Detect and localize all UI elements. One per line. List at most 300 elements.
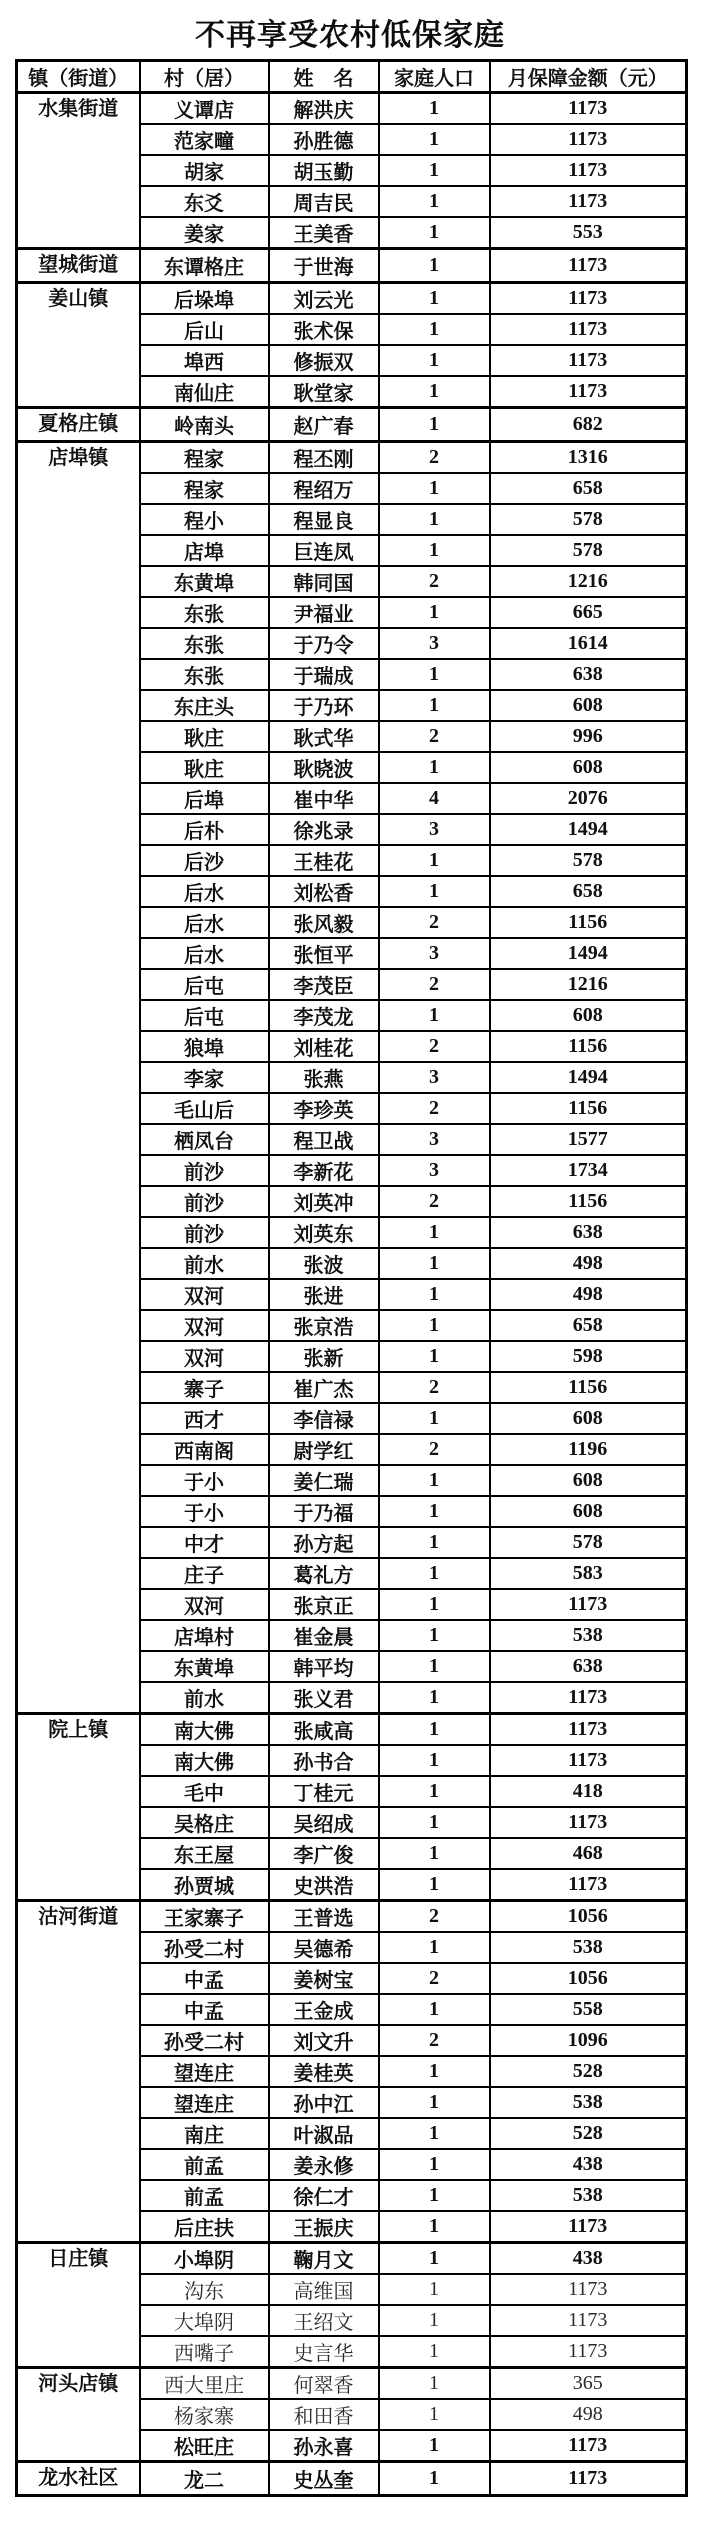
village-cell: 西南阁: [140, 1434, 269, 1465]
population-cell: 3: [379, 938, 490, 969]
village-cell: 寨子: [140, 1372, 269, 1403]
village-cell: 店埠村: [140, 1620, 269, 1651]
name-cell: 张咸高: [269, 1714, 379, 1746]
amount-cell: 528: [490, 2056, 687, 2087]
population-cell: 1: [379, 1714, 490, 1746]
amount-cell: 1173: [490, 1869, 687, 1901]
population-cell: 1: [379, 1807, 490, 1838]
name-cell: 尉学红: [269, 1434, 379, 1465]
village-cell: 西才: [140, 1403, 269, 1434]
village-cell: 南仙庄: [140, 376, 269, 408]
population-cell: 1: [379, 2462, 490, 2496]
population-cell: 1: [379, 93, 490, 125]
village-cell: 王家寨子: [140, 1901, 269, 1933]
name-cell: 于瑞成: [269, 659, 379, 690]
amount-cell: 498: [490, 2399, 687, 2430]
amount-cell: 1056: [490, 1963, 687, 1994]
name-cell: 程卫战: [269, 1124, 379, 1155]
name-cell: 李新花: [269, 1155, 379, 1186]
amount-cell: 1494: [490, 1062, 687, 1093]
amount-cell: 1173: [490, 124, 687, 155]
name-cell: 王振庆: [269, 2211, 379, 2243]
name-cell: 刘桂花: [269, 1031, 379, 1062]
name-cell: 李珍英: [269, 1093, 379, 1124]
amount-cell: 1156: [490, 1093, 687, 1124]
name-cell: 张燕: [269, 1062, 379, 1093]
village-cell: 前水: [140, 1682, 269, 1714]
name-cell: 耿堂家: [269, 376, 379, 408]
population-cell: 1: [379, 2430, 490, 2462]
amount-cell: 1173: [490, 2336, 687, 2368]
amount-cell: 1173: [490, 2274, 687, 2305]
table-row: [17, 283, 687, 315]
population-cell: 1: [379, 2056, 490, 2087]
population-cell: 1: [379, 1869, 490, 1901]
town-cell: 日庄镇: [17, 2243, 140, 2368]
name-cell: 刘英东: [269, 1217, 379, 1248]
population-cell: 1: [379, 1403, 490, 1434]
name-cell: 张波: [269, 1248, 379, 1279]
amount-cell: 608: [490, 1496, 687, 1527]
name-cell: 修振双: [269, 345, 379, 376]
population-cell: 1: [379, 1838, 490, 1869]
population-cell: 2: [379, 1372, 490, 1403]
population-cell: 1: [379, 1651, 490, 1682]
village-cell: 后水: [140, 938, 269, 969]
village-cell: 望连庄: [140, 2087, 269, 2118]
population-cell: 1: [379, 1279, 490, 1310]
name-cell: 刘文升: [269, 2025, 379, 2056]
amount-cell: 1173: [490, 93, 687, 125]
village-cell: 杨家寨: [140, 2399, 269, 2430]
village-cell: 义谭店: [140, 93, 269, 125]
amount-cell: 528: [490, 2118, 687, 2149]
population-cell: 1: [379, 2118, 490, 2149]
amount-cell: 553: [490, 217, 687, 249]
amount-cell: 658: [490, 876, 687, 907]
population-cell: 2: [379, 566, 490, 597]
name-cell: 胡玉勤: [269, 155, 379, 186]
village-cell: 埠西: [140, 345, 269, 376]
name-cell: 刘松香: [269, 876, 379, 907]
amount-cell: 438: [490, 2149, 687, 2180]
town-cell: 望城街道: [17, 249, 140, 283]
table-row: [17, 249, 687, 283]
name-cell: 叶淑品: [269, 2118, 379, 2149]
village-cell: 于小: [140, 1465, 269, 1496]
population-cell: 1: [379, 124, 490, 155]
population-cell: 1: [379, 1000, 490, 1031]
column-header-town: 镇（街道）: [17, 61, 140, 93]
amount-cell: 1056: [490, 1901, 687, 1933]
population-cell: 1: [379, 1994, 490, 2025]
amount-cell: 1173: [490, 1745, 687, 1776]
population-cell: 1: [379, 2336, 490, 2368]
column-header-amount: 月保障金额（元）: [490, 61, 687, 93]
name-cell: 孙书合: [269, 1745, 379, 1776]
amount-cell: 538: [490, 1620, 687, 1651]
amount-cell: 468: [490, 1838, 687, 1869]
population-cell: 1: [379, 1932, 490, 1963]
name-cell: 徐仁才: [269, 2180, 379, 2211]
population-cell: 1: [379, 249, 490, 283]
population-cell: 1: [379, 186, 490, 217]
name-cell: 王普选: [269, 1901, 379, 1933]
population-cell: 2: [379, 721, 490, 752]
amount-cell: 538: [490, 2180, 687, 2211]
town-cell: 院上镇: [17, 1714, 140, 1901]
document-page: [15, 0, 685, 2497]
name-cell: 丁桂元: [269, 1776, 379, 1807]
village-cell: 后朴: [140, 814, 269, 845]
population-cell: 1: [379, 2368, 490, 2400]
village-cell: 双河: [140, 1589, 269, 1620]
name-cell: 崔广杰: [269, 1372, 379, 1403]
amount-cell: 578: [490, 535, 687, 566]
population-cell: 3: [379, 1062, 490, 1093]
village-cell: 东黄埠: [140, 1651, 269, 1682]
village-cell: 岭南头: [140, 408, 269, 442]
column-header-village: 村（居）: [140, 61, 269, 93]
village-cell: 东张: [140, 659, 269, 690]
name-cell: 王绍文: [269, 2305, 379, 2336]
name-cell: 孙中江: [269, 2087, 379, 2118]
amount-cell: 638: [490, 1217, 687, 1248]
amount-cell: 578: [490, 504, 687, 535]
name-cell: 史丛奎: [269, 2462, 379, 2496]
name-cell: 崔金晨: [269, 1620, 379, 1651]
amount-cell: 538: [490, 1932, 687, 1963]
amount-cell: 2076: [490, 783, 687, 814]
amount-cell: 1173: [490, 2211, 687, 2243]
village-cell: 前孟: [140, 2180, 269, 2211]
population-cell: 2: [379, 1901, 490, 1933]
table-row: [17, 2243, 687, 2275]
village-cell: 东王屋: [140, 1838, 269, 1869]
amount-cell: 1173: [490, 2430, 687, 2462]
amount-cell: 1173: [490, 1714, 687, 1746]
amount-cell: 578: [490, 845, 687, 876]
name-cell: 耿式华: [269, 721, 379, 752]
amount-cell: 1173: [490, 2462, 687, 2496]
population-cell: 1: [379, 1682, 490, 1714]
name-cell: 高维国: [269, 2274, 379, 2305]
village-cell: 孙受二村: [140, 1932, 269, 1963]
name-cell: 于世海: [269, 249, 379, 283]
amount-cell: 1173: [490, 1682, 687, 1714]
amount-cell: 996: [490, 721, 687, 752]
name-cell: 姜树宝: [269, 1963, 379, 1994]
population-cell: 1: [379, 345, 490, 376]
name-cell: 李信禄: [269, 1403, 379, 1434]
population-cell: 3: [379, 814, 490, 845]
village-cell: 沟东: [140, 2274, 269, 2305]
village-cell: 吴格庄: [140, 1807, 269, 1838]
village-cell: 中才: [140, 1527, 269, 1558]
population-cell: 1: [379, 283, 490, 315]
population-cell: 1: [379, 314, 490, 345]
amount-cell: 1734: [490, 1155, 687, 1186]
population-cell: 1: [379, 2274, 490, 2305]
village-cell: 程家: [140, 442, 269, 474]
village-cell: 前沙: [140, 1186, 269, 1217]
name-cell: 史言华: [269, 2336, 379, 2368]
village-cell: 范家疃: [140, 124, 269, 155]
header-row: [17, 61, 687, 93]
table-row: [17, 408, 687, 442]
population-cell: 2: [379, 907, 490, 938]
amount-cell: 365: [490, 2368, 687, 2400]
name-cell: 李茂龙: [269, 1000, 379, 1031]
population-cell: 2: [379, 1434, 490, 1465]
village-cell: 松旺庄: [140, 2430, 269, 2462]
population-cell: 1: [379, 1217, 490, 1248]
name-cell: 程丕刚: [269, 442, 379, 474]
village-cell: 龙二: [140, 2462, 269, 2496]
population-cell: 1: [379, 1310, 490, 1341]
amount-cell: 638: [490, 1651, 687, 1682]
population-cell: 1: [379, 1465, 490, 1496]
name-cell: 李茂臣: [269, 969, 379, 1000]
name-cell: 王桂花: [269, 845, 379, 876]
amount-cell: 1216: [490, 566, 687, 597]
village-cell: 孙贾城: [140, 1869, 269, 1901]
population-cell: 3: [379, 1155, 490, 1186]
name-cell: 孙方起: [269, 1527, 379, 1558]
village-cell: 双河: [140, 1310, 269, 1341]
population-cell: 1: [379, 2087, 490, 2118]
table-row: [17, 1714, 687, 1746]
population-cell: 1: [379, 2211, 490, 2243]
name-cell: 张进: [269, 1279, 379, 1310]
amount-cell: 498: [490, 1248, 687, 1279]
amount-cell: 608: [490, 1403, 687, 1434]
village-cell: 于小: [140, 1496, 269, 1527]
village-cell: 后沙: [140, 845, 269, 876]
population-cell: 1: [379, 1776, 490, 1807]
name-cell: 解洪庆: [269, 93, 379, 125]
amount-cell: 658: [490, 1310, 687, 1341]
name-cell: 张恒平: [269, 938, 379, 969]
name-cell: 刘英冲: [269, 1186, 379, 1217]
population-cell: 1: [379, 2305, 490, 2336]
amount-cell: 608: [490, 1465, 687, 1496]
village-cell: 东庄头: [140, 690, 269, 721]
village-cell: 小埠阴: [140, 2243, 269, 2275]
village-cell: 双河: [140, 1279, 269, 1310]
name-cell: 张义君: [269, 1682, 379, 1714]
name-cell: 鞠月文: [269, 2243, 379, 2275]
amount-cell: 1173: [490, 376, 687, 408]
amount-cell: 498: [490, 1279, 687, 1310]
village-cell: 望连庄: [140, 2056, 269, 2087]
village-cell: 程小: [140, 504, 269, 535]
population-cell: 1: [379, 1745, 490, 1776]
amount-cell: 538: [490, 2087, 687, 2118]
village-cell: 西嘴子: [140, 2336, 269, 2368]
population-cell: 1: [379, 473, 490, 504]
population-cell: 1: [379, 876, 490, 907]
name-cell: 巨连凤: [269, 535, 379, 566]
village-cell: 后山: [140, 314, 269, 345]
name-cell: 刘云光: [269, 283, 379, 315]
village-cell: 东黄埠: [140, 566, 269, 597]
population-cell: 1: [379, 535, 490, 566]
village-cell: 西大里庄: [140, 2368, 269, 2400]
village-cell: 耿庄: [140, 752, 269, 783]
amount-cell: 1316: [490, 442, 687, 474]
name-cell: 周吉民: [269, 186, 379, 217]
name-cell: 和田香: [269, 2399, 379, 2430]
name-cell: 吴德希: [269, 1932, 379, 1963]
table-row: [17, 442, 687, 474]
name-cell: 崔中华: [269, 783, 379, 814]
amount-cell: 1577: [490, 1124, 687, 1155]
village-cell: 毛山后: [140, 1093, 269, 1124]
village-cell: 后水: [140, 876, 269, 907]
village-cell: 南大佛: [140, 1714, 269, 1746]
population-cell: 1: [379, 2399, 490, 2430]
name-cell: 吴绍成: [269, 1807, 379, 1838]
village-cell: 前沙: [140, 1217, 269, 1248]
village-cell: 南庄: [140, 2118, 269, 2149]
amount-cell: 608: [490, 690, 687, 721]
column-header-name: 姓 名: [269, 61, 379, 93]
amount-cell: 658: [490, 473, 687, 504]
village-cell: 东爻: [140, 186, 269, 217]
population-cell: 1: [379, 155, 490, 186]
population-cell: 2: [379, 969, 490, 1000]
name-cell: 程绍万: [269, 473, 379, 504]
population-cell: 1: [379, 504, 490, 535]
amount-cell: 1096: [490, 2025, 687, 2056]
amount-cell: 1173: [490, 2305, 687, 2336]
name-cell: 张术保: [269, 314, 379, 345]
population-cell: 1: [379, 1527, 490, 1558]
village-cell: 大埠阴: [140, 2305, 269, 2336]
table-row: [17, 1901, 687, 1933]
village-cell: 庄子: [140, 1558, 269, 1589]
amount-cell: 1156: [490, 1186, 687, 1217]
village-cell: 前水: [140, 1248, 269, 1279]
name-cell: 尹福业: [269, 597, 379, 628]
population-cell: 2: [379, 1093, 490, 1124]
amount-cell: 1173: [490, 1589, 687, 1620]
population-cell: 1: [379, 1341, 490, 1372]
amount-cell: 1173: [490, 1807, 687, 1838]
village-cell: 中孟: [140, 1994, 269, 2025]
benefit-table: [15, 59, 688, 2497]
amount-cell: 1614: [490, 628, 687, 659]
name-cell: 何翠香: [269, 2368, 379, 2400]
population-cell: 1: [379, 690, 490, 721]
population-cell: 2: [379, 1963, 490, 1994]
village-cell: 后屯: [140, 1000, 269, 1031]
village-cell: 后屯: [140, 969, 269, 1000]
population-cell: 1: [379, 752, 490, 783]
village-cell: 前沙: [140, 1155, 269, 1186]
page-title: 不再享受农村低保家庭: [195, 19, 505, 52]
village-cell: 前孟: [140, 2149, 269, 2180]
name-cell: 史洪浩: [269, 1869, 379, 1901]
amount-cell: 1173: [490, 314, 687, 345]
population-cell: 3: [379, 628, 490, 659]
name-cell: 徐兆录: [269, 814, 379, 845]
population-cell: 1: [379, 845, 490, 876]
amount-cell: 1494: [490, 814, 687, 845]
amount-cell: 1173: [490, 186, 687, 217]
amount-cell: 1216: [490, 969, 687, 1000]
village-cell: 南大佛: [140, 1745, 269, 1776]
population-cell: 1: [379, 1248, 490, 1279]
name-cell: 王美香: [269, 217, 379, 249]
town-cell: 店埠镇: [17, 442, 140, 1714]
population-cell: 1: [379, 597, 490, 628]
village-cell: 程家: [140, 473, 269, 504]
name-cell: 耿晓波: [269, 752, 379, 783]
name-cell: 赵广春: [269, 408, 379, 442]
population-cell: 2: [379, 2025, 490, 2056]
village-cell: 东张: [140, 597, 269, 628]
name-cell: 姜永修: [269, 2149, 379, 2180]
village-cell: 东张: [140, 628, 269, 659]
name-cell: 韩平均: [269, 1651, 379, 1682]
name-cell: 于乃环: [269, 690, 379, 721]
town-cell: 夏格庄镇: [17, 408, 140, 442]
village-cell: 后水: [140, 907, 269, 938]
village-cell: 中孟: [140, 1963, 269, 1994]
population-cell: 1: [379, 376, 490, 408]
amount-cell: 1156: [490, 907, 687, 938]
village-cell: 栖凤台: [140, 1124, 269, 1155]
name-cell: 程显良: [269, 504, 379, 535]
name-cell: 孙永喜: [269, 2430, 379, 2462]
name-cell: 姜桂英: [269, 2056, 379, 2087]
amount-cell: 665: [490, 597, 687, 628]
population-cell: 3: [379, 1124, 490, 1155]
name-cell: 张京正: [269, 1589, 379, 1620]
amount-cell: 682: [490, 408, 687, 442]
name-cell: 张京浩: [269, 1310, 379, 1341]
name-cell: 张新: [269, 1341, 379, 1372]
name-cell: 于乃令: [269, 628, 379, 659]
table-row: [17, 93, 687, 125]
table-body: [17, 93, 687, 2496]
amount-cell: 418: [490, 1776, 687, 1807]
name-cell: 葛礼方: [269, 1558, 379, 1589]
village-cell: 后垛埠: [140, 283, 269, 315]
town-cell: 龙水社区: [17, 2462, 140, 2496]
amount-cell: 608: [490, 1000, 687, 1031]
population-cell: 1: [379, 1558, 490, 1589]
amount-cell: 638: [490, 659, 687, 690]
population-cell: 1: [379, 1620, 490, 1651]
town-cell: 姜山镇: [17, 283, 140, 408]
village-cell: 耿庄: [140, 721, 269, 752]
amount-cell: 583: [490, 1558, 687, 1589]
name-cell: 于乃福: [269, 1496, 379, 1527]
town-cell: 河头店镇: [17, 2368, 140, 2462]
amount-cell: 1173: [490, 155, 687, 186]
population-cell: 1: [379, 1496, 490, 1527]
village-cell: 双河: [140, 1341, 269, 1372]
amount-cell: 608: [490, 752, 687, 783]
amount-cell: 438: [490, 2243, 687, 2275]
name-cell: 韩同国: [269, 566, 379, 597]
amount-cell: 1173: [490, 283, 687, 315]
name-cell: 张风毅: [269, 907, 379, 938]
amount-cell: 1156: [490, 1372, 687, 1403]
